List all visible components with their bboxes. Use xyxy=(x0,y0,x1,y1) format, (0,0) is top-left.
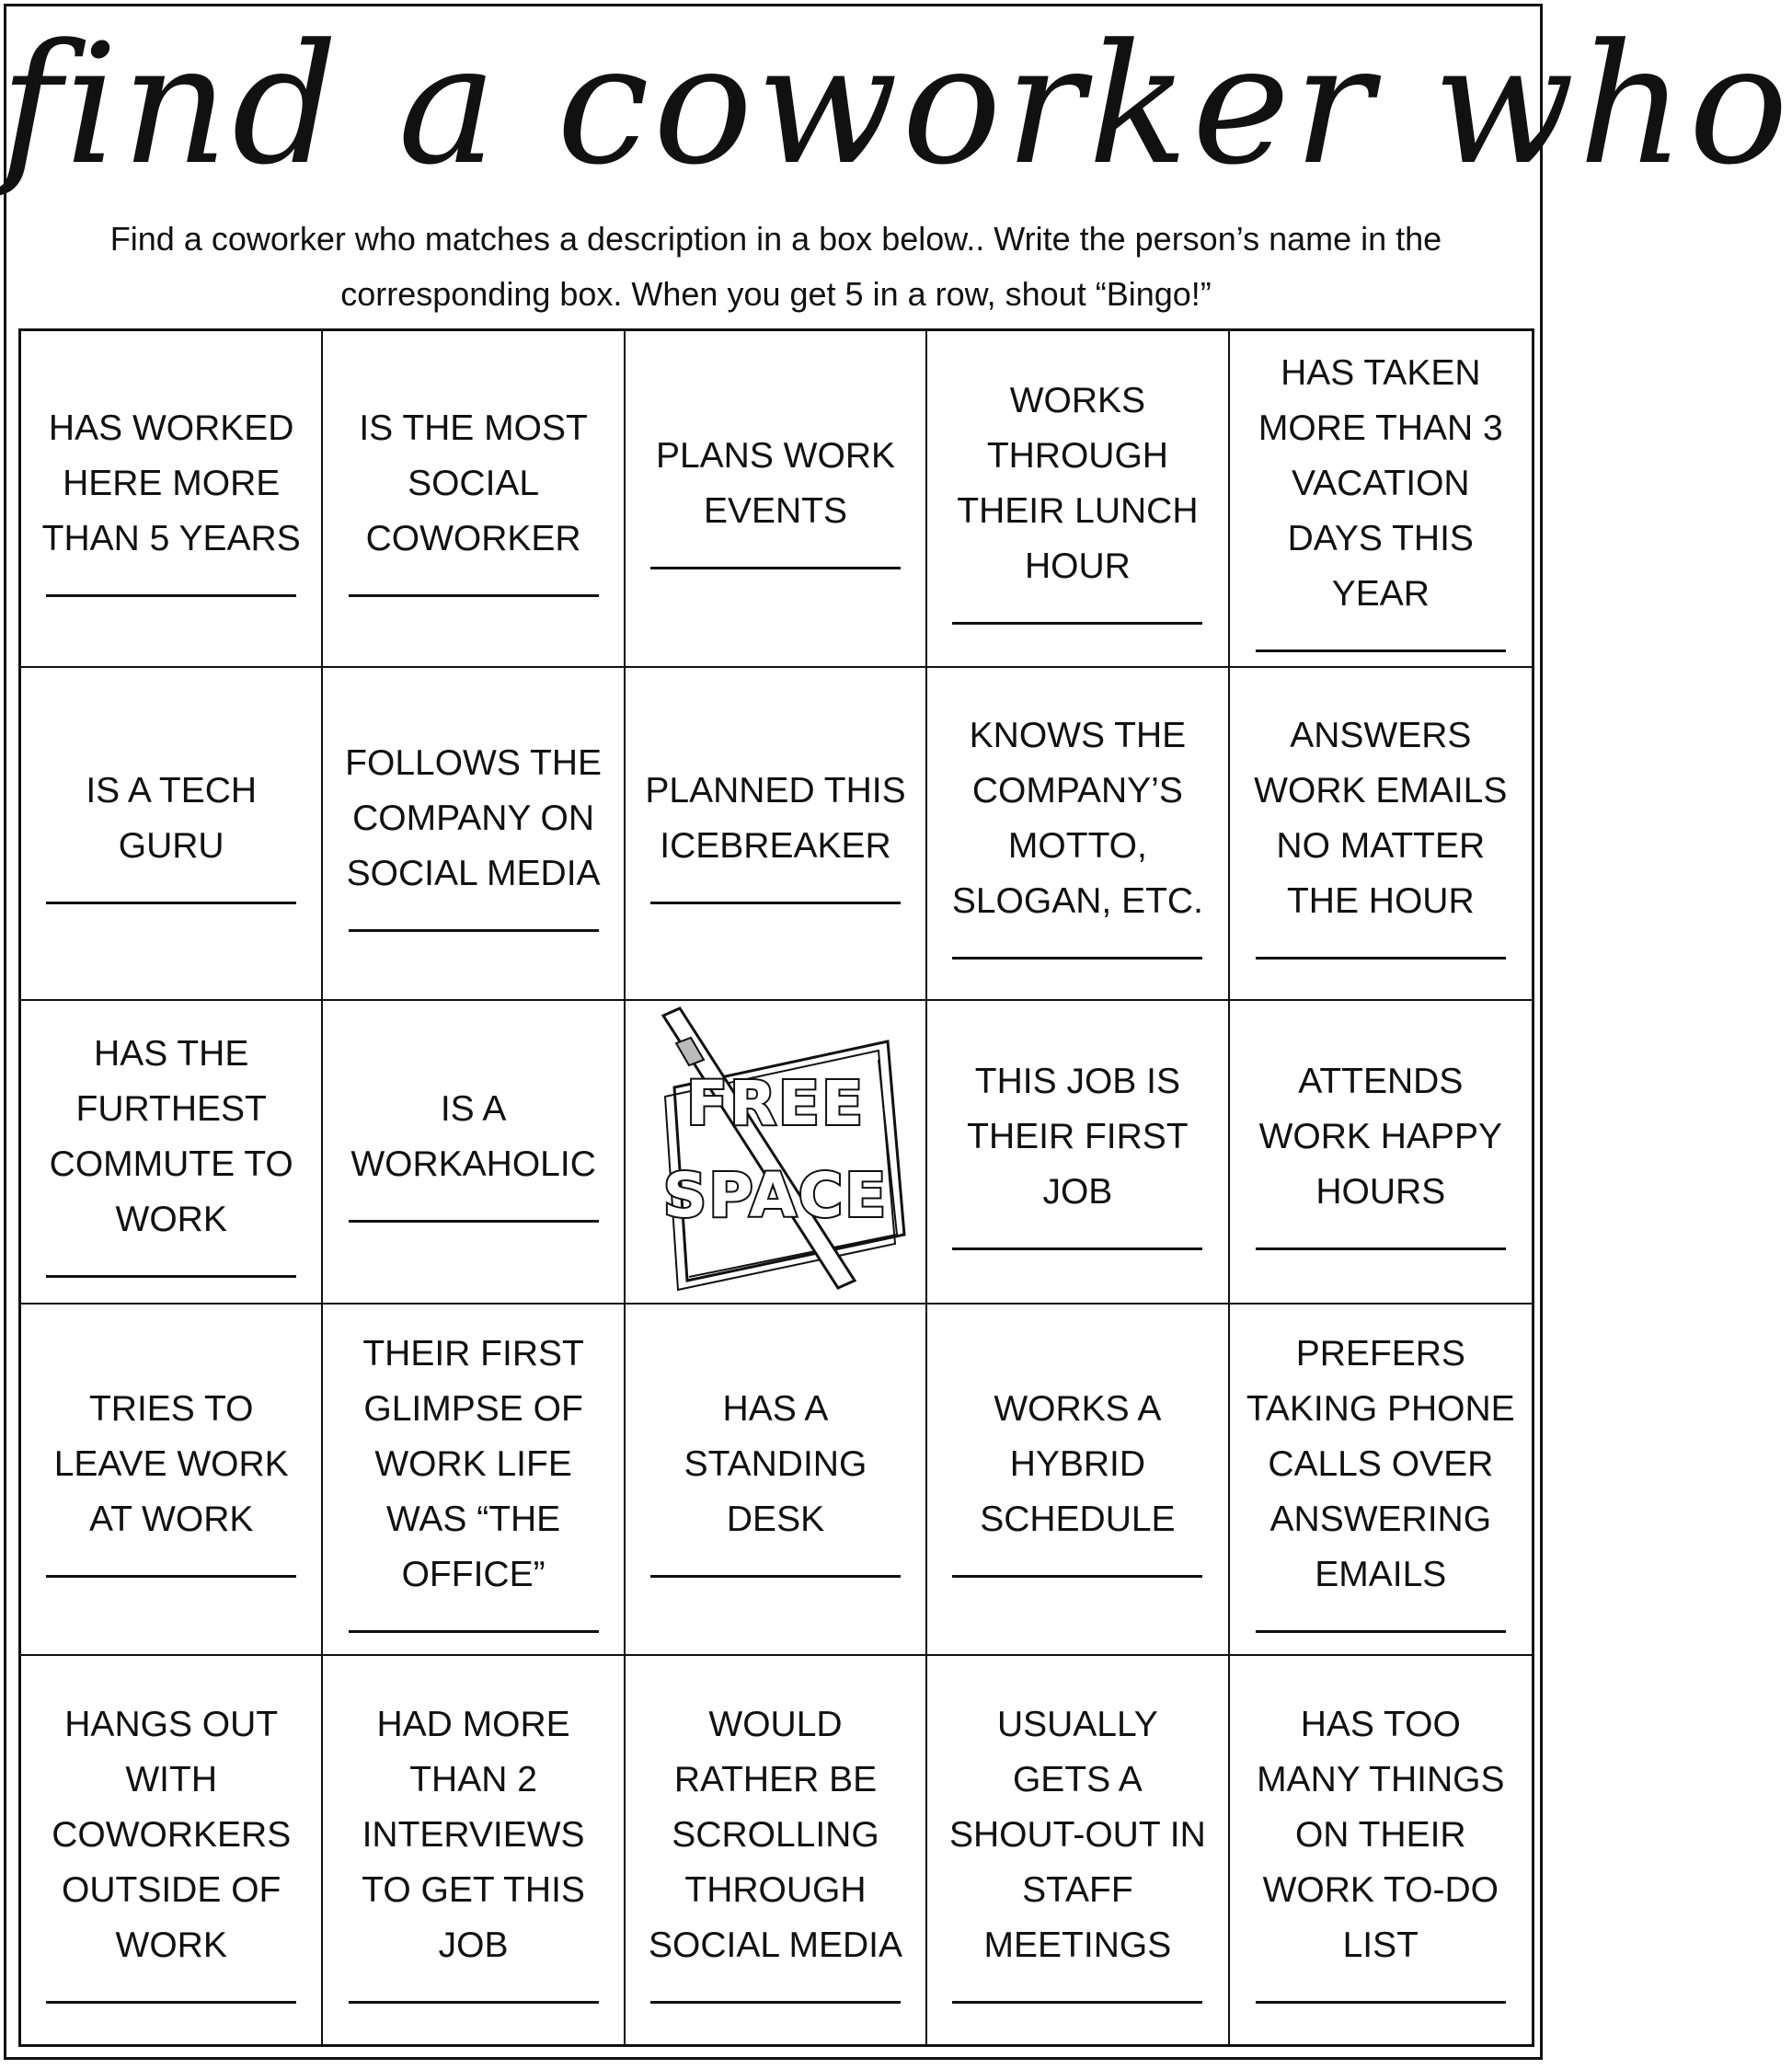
name-blank-line[interactable] xyxy=(46,902,296,904)
name-blank-line[interactable] xyxy=(349,2001,599,2004)
name-blank-line[interactable] xyxy=(650,1575,901,1578)
name-blank-line[interactable] xyxy=(46,1275,296,1278)
bingo-cell xyxy=(1230,331,1532,668)
name-blank-line[interactable] xyxy=(46,594,296,597)
name-blank-line[interactable] xyxy=(952,622,1202,625)
name-blank-line[interactable] xyxy=(1256,2001,1506,2004)
bingo-cell xyxy=(21,331,323,668)
cell-prompt: FOLLOWS THE COMPANY ON SOCIAL MEDIA xyxy=(345,742,602,893)
bingo-cell xyxy=(626,668,927,1001)
bingo-cell xyxy=(927,1656,1229,2044)
name-blank-line[interactable] xyxy=(349,594,599,597)
cell-prompt: IS A TECH GURU xyxy=(86,770,258,866)
instructions-text: Find a coworker who matches a description in a box below.. Write the person’s name in the corresponding box. When you get 5 in a row, shout “Bingo!” xyxy=(109,220,1442,313)
name-blank-line[interactable] xyxy=(650,902,901,904)
cell-prompt: PLANS WORK EVENTS xyxy=(655,435,896,531)
bingo-cell xyxy=(927,668,1229,1001)
bingo-cell xyxy=(927,1305,1229,1656)
cell-prompt: HAS TOO MANY THINGS ON THEIR WORK TO-DO LIST xyxy=(1257,1704,1505,1965)
name-blank-line[interactable] xyxy=(952,957,1202,960)
bingo-cell xyxy=(1230,1656,1532,2044)
bingo-cell xyxy=(626,331,927,668)
cell-prompt: PREFERS TAKING PHONE CALLS OVER ANSWERING EMAILS xyxy=(1246,1333,1515,1594)
bingo-cell xyxy=(323,331,625,668)
name-blank-line[interactable] xyxy=(952,1247,1202,1250)
cell-prompt: THIS JOB IS THEIR FIRST JOB xyxy=(967,1061,1189,1212)
name-blank-line[interactable] xyxy=(1256,1630,1506,1633)
page-title: find a coworker who xyxy=(0,9,1792,201)
cell-prompt: HAS WORKED HERE MORE THAN 5 YEARS xyxy=(41,408,301,558)
cell-prompt: HAD MORE THAN 2 INTERVIEWS TO GET THIS JOB xyxy=(362,1704,585,1965)
name-blank-line[interactable] xyxy=(650,567,901,569)
free-space-cell xyxy=(626,1001,927,1305)
bingo-cell xyxy=(927,1001,1229,1305)
cell-prompt: HAS THE FURTHEST COMMUTE TO WORK xyxy=(49,1033,293,1239)
bingo-cell xyxy=(626,1656,927,2044)
name-blank-line[interactable] xyxy=(46,1575,296,1578)
bingo-cell xyxy=(626,1305,927,1656)
cell-prompt: HAS TAKEN MORE THAN 3 VACATION DAYS THIS YEAR xyxy=(1258,352,1503,614)
cell-prompt: PLANNED THIS ICEBREAKER xyxy=(645,770,906,866)
cell-prompt: THEIR FIRST GLIMPSE OF WORK LIFE WAS “THE OFFICE” xyxy=(362,1333,584,1594)
cell-prompt: ATTENDS WORK HAPPY HOURS xyxy=(1258,1061,1502,1212)
cell-prompt: IS THE MOST SOCIAL COWORKER xyxy=(359,408,588,558)
name-blank-line[interactable] xyxy=(349,1220,599,1223)
name-blank-line[interactable] xyxy=(952,1575,1202,1578)
cell-prompt: WORKS A HYBRID SCHEDULE xyxy=(980,1388,1176,1539)
bingo-grid xyxy=(18,328,1534,2047)
cell-prompt: ANSWERS WORK EMAILS NO MATTER THE HOUR xyxy=(1254,715,1508,921)
bingo-cell xyxy=(21,668,323,1001)
bingo-cell xyxy=(1230,1305,1532,1656)
cell-prompt: KNOWS THE COMPANY’S MOTTO, SLOGAN, ETC. xyxy=(951,715,1203,921)
bingo-cell xyxy=(323,1001,625,1305)
bingo-cell xyxy=(323,1656,625,2044)
bingo-cell xyxy=(927,331,1229,668)
cell-prompt: HAS A STANDING DESK xyxy=(683,1388,867,1539)
bingo-cell xyxy=(21,1305,323,1656)
name-blank-line[interactable] xyxy=(650,2001,901,2004)
bingo-cell xyxy=(1230,668,1532,1001)
cell-prompt: WOULD RATHER BE SCROLLING THROUGH SOCIAL MEDIA xyxy=(649,1704,902,1965)
bingo-cell xyxy=(21,1001,323,1305)
name-blank-line[interactable] xyxy=(952,2001,1202,2004)
cell-prompt: USUALLY GETS A SHOUT-OUT IN STAFF MEETINGS xyxy=(948,1704,1206,1965)
free-label: FREE xyxy=(685,1068,866,1139)
cell-prompt: TRIES TO LEAVE WORK AT WORK xyxy=(53,1388,289,1539)
name-blank-line[interactable] xyxy=(349,1630,599,1633)
name-blank-line[interactable] xyxy=(46,2001,296,2004)
bingo-cell xyxy=(323,1305,625,1656)
name-blank-line[interactable] xyxy=(1256,1247,1506,1250)
bingo-cell xyxy=(21,1656,323,2044)
bingo-cell xyxy=(1230,1001,1532,1305)
bingo-cell xyxy=(323,668,625,1001)
cell-prompt: WORKS THROUGH THEIR LUNCH HOUR xyxy=(957,380,1199,586)
sticky-note-pen-icon xyxy=(638,1005,913,1299)
space-label: SPACE xyxy=(662,1160,889,1231)
name-blank-line[interactable] xyxy=(1256,957,1506,960)
name-blank-line[interactable] xyxy=(1256,649,1506,652)
cell-prompt: IS A WORKAHOLIC xyxy=(350,1088,596,1184)
cell-prompt: HANGS OUT WITH COWORKERS OUTSIDE OF WORK xyxy=(52,1704,292,1965)
name-blank-line[interactable] xyxy=(349,929,599,932)
